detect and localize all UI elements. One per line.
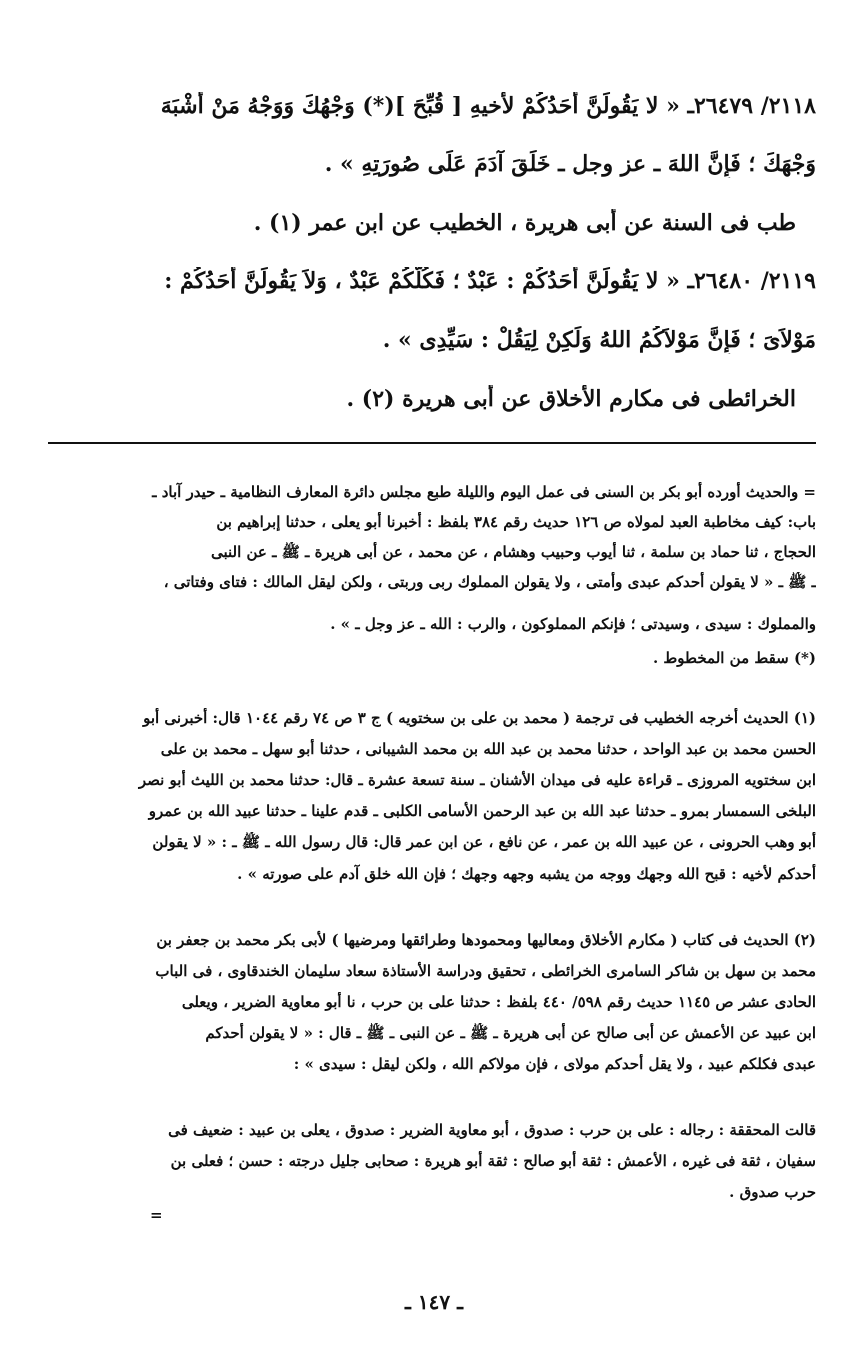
footnote-1-line: (١) الحديث أخرجه الخطيب فى ترجمة ( محمد بن على بن سختويه ) ج ٣ ص ٧٤ رقم ١٠٤٤ قال: أخبرنى أبو xyxy=(143,709,816,727)
footnote-1-line: ابن سختويه المروزى ـ قراءة عليه فى ميدان الأشنان ـ سنة تسعة عشرة ـ قال: حدثنا محمد بن الليث أبو نصر xyxy=(138,771,816,789)
footnote-1-line: الحسن محمد بن عبد الواحد ، حدثنا محمد بن عبد الله بن محمد الشيبانى ، حدثنا أبو سهل ـ محمد بن على xyxy=(160,740,816,758)
footnote-2-line: قالت المحققة : رجاله : على بن حرب : صدوق ، أبو معاوية الضرير : صدوق ، يعلى بن عبيد : ضعيف فى xyxy=(168,1121,816,1139)
footnote-2-line: عبدى فكلكم عبيد ، ولا يقل أحدكم مولاى ، فإن مولاكم الله ، ولكن ليقل : سيدى » : xyxy=(293,1055,816,1073)
hadith-2119-line-1: ٢١١٩/ ٢٦٤٨٠ـ « لا يَقُولَنَّ أَحَدُكُمْ : عَبْدٌ ؛ فَكُلُّكُمْ عَبْدٌ ، وَلاَ يَقُولَنَّ أَحَدُكُمْ : xyxy=(164,268,816,294)
hadith-2119-line-2: مَوْلاَىَ ؛ فَإِنَّ مَوْلاَكُمُ اللهُ وَلَكِنْ لِيَقُلْ : سَيِّدِى » . xyxy=(382,327,816,353)
footnote-2-line: سفيان ، ثقة فى غيره ، الأعمش : ثقة أبو صالح : ثقة أبو هريرة : صحابى جليل درجته : حسن ؛ فعلى بن xyxy=(170,1152,816,1170)
hadith-2118-line-2: وَجْهَكَ ؛ فَإِنَّ اللهَ ـ عز وجل ـ خَلَقَ آدَمَ عَلَى صُورَتِهِ » . xyxy=(324,151,816,177)
page-number: ـ ١٤٧ ـ xyxy=(405,1290,463,1314)
footnote-1-line: أبو وهب الحرونى ، عن عبيد الله بن عمر ، عن نافع ، عن ابن عمر قال: قال رسول الله ـ ﷺ ـ : « لا يقولن xyxy=(152,833,816,851)
hadith-2118-line-1: ٢١١٨/ ٢٦٤٧٩ـ « لا يَقُولَنَّ أَحَدُكُمْ لأخيهِ [ قُبِّحَ ](*) وَجْهُكَ وَوَجْهُ مَنْ أَشْبَهَ xyxy=(160,93,816,119)
footnote-star: (*) سقط من المخطوط . xyxy=(652,649,816,667)
continuation-mark: = xyxy=(150,1206,163,1224)
footnote-2-line: محمد بن سهل بن شاكر السامرى الخرائطى ، تحقيق ودراسة الأستاذة سعاد سليمان الخندقاوى ، فى الباب xyxy=(155,962,816,980)
footnote-line: باب: كيف مخاطبة العبد لمولاه ص ١٢٦ حديث رقم ٣٨٤ بلفظ : أخبرنا أبو يعلى ، حدثنا إبراهيم بن xyxy=(216,513,816,531)
footnote-1-line: أحدكم لأخيه : قبح الله وجهك ووجه من يشبه وجهه وجهك ؛ فإن الله خلق آدم على صورته » . xyxy=(237,865,816,883)
footnote-2-line: ابن عبيد عن الأعمش عن أبى صالح عن أبى هريرة ـ ﷺ ـ عن النبى ـ ﷺ ـ قال : « لا يقولن أحدكم xyxy=(205,1024,816,1042)
footnote-line: والمملوك : سيدى ، وسيدتى ؛ فإنكم المملوكون ، والرب : الله ـ عز وجل ـ » . xyxy=(330,615,816,633)
footnote-divider xyxy=(48,442,816,444)
hadith-2118-source: طب فى السنة عن أبى هريرة ، الخطيب عن ابن عمر (١) . xyxy=(253,210,796,236)
footnote-line: الحجاج ، ثنا حماد بن سلمة ، ثنا أيوب وحبيب وهشام ، عن محمد ، عن أبى هريرة ـ ﷺ ـ عن النبى xyxy=(210,543,816,561)
footnote-2-line: الحادى عشر ص ١١٤٥ حديث رقم ٥٩٨/ ٤٤٠ بلفظ : حدثنا على بن حرب ، نا أبو معاوية الضرير ، ويعلى xyxy=(181,993,816,1011)
footnote-line: = والحديث أورده أبو بكر بن السنى فى عمل اليوم والليلة طبع مجلس دائرة المعارف النظامية ـ حيدر آباد ـ xyxy=(152,483,816,501)
footnote-line: ـ ﷺ ـ « لا يقولن أحدكم عبدى وأمتى ، ولا يقولن المملوك ربى وربتى ، ولكن ليقل المالك : فتاى وفتاتى ، xyxy=(163,573,816,591)
hadith-2119-source: الخرائطى فى مكارم الأخلاق عن أبى هريرة (٢) . xyxy=(346,386,796,412)
footnote-2-line: حرب صدوق . xyxy=(729,1183,816,1201)
footnote-2-line: (٢) الحديث فى كتاب ( مكارم الأخلاق ومعاليها ومحمودها وطرائقها ومرضيها ) لأبى بكر محمد بن جعفر بن xyxy=(156,931,816,949)
footnote-1-line: البلخى السمسار بمرو ـ حدثنا عبد الله بن عبد الرحمن الأسامى الكلبى ـ قدم علينا ـ حدثنا عبيد الله بن عمرو xyxy=(148,802,816,820)
